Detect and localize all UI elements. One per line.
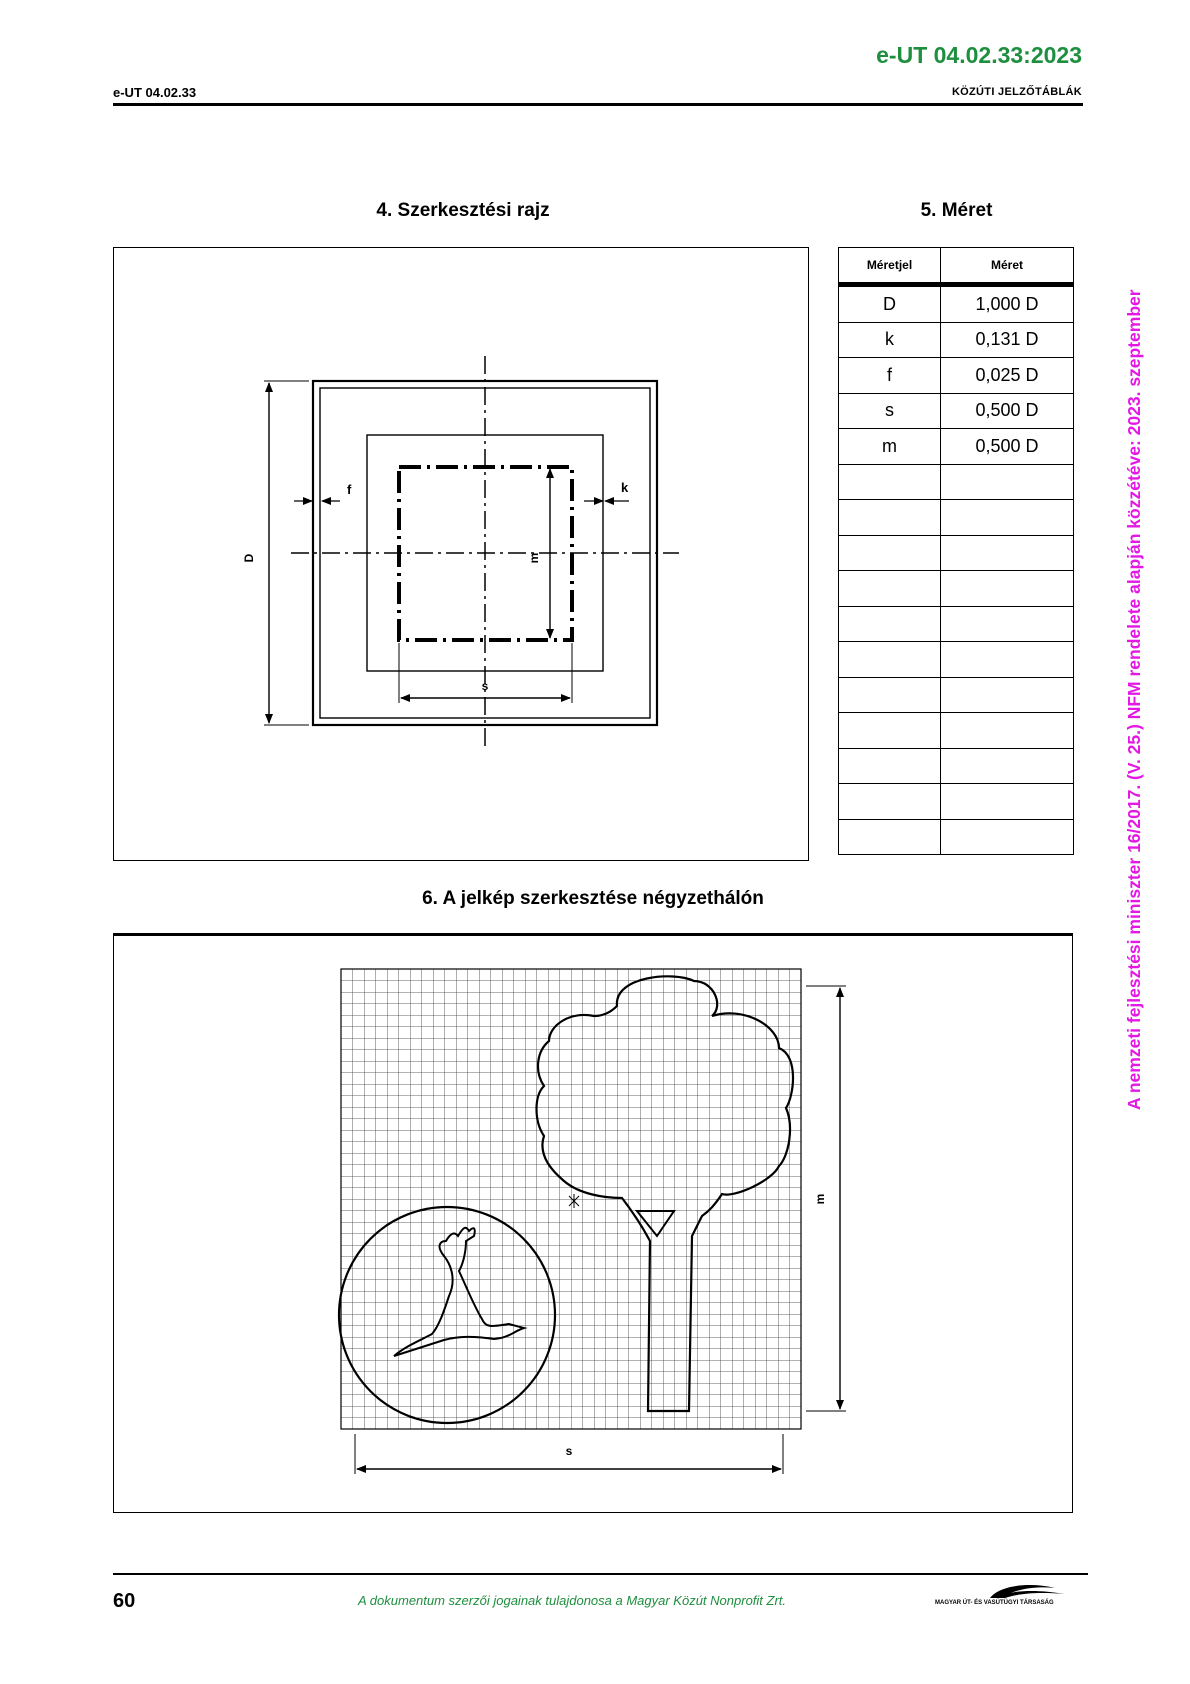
size-value bbox=[941, 606, 1074, 642]
column-header-size: Méret bbox=[941, 248, 1074, 285]
size-value: 0,025 D bbox=[941, 358, 1074, 394]
size-value: 0,500 D bbox=[941, 429, 1074, 465]
section-6-title: 6. A jelkép szerkesztése négyzethálón bbox=[422, 888, 764, 909]
size-table-header bbox=[839, 248, 1074, 285]
table-row bbox=[839, 571, 1074, 607]
size-symbol: k bbox=[839, 322, 941, 358]
copyright-note: A dokumentum szerzői jogainak tulajdonosa a Magyar Közút Nonprofit Zrt. bbox=[358, 1593, 787, 1608]
header-chapter-title: KÖZÚTI JELZŐTÁBLÁK bbox=[951, 86, 1082, 98]
table-row bbox=[839, 677, 1074, 713]
size-value bbox=[941, 677, 1074, 713]
column-header-symbol: Méretjel bbox=[839, 248, 941, 285]
table-row bbox=[839, 713, 1074, 749]
table-row bbox=[839, 606, 1074, 642]
grid-construction bbox=[113, 933, 1073, 1513]
table-row bbox=[839, 464, 1074, 500]
society-logo bbox=[935, 1580, 1085, 1610]
table-row bbox=[839, 285, 1074, 323]
table-row bbox=[839, 784, 1074, 820]
s-label: s bbox=[565, 1444, 573, 1458]
size-value: 0,500 D bbox=[941, 393, 1074, 429]
table-row bbox=[839, 819, 1074, 855]
f-label: f bbox=[347, 482, 352, 497]
size-value: 0,131 D bbox=[941, 322, 1074, 358]
size-value bbox=[941, 464, 1074, 500]
size-value bbox=[941, 642, 1074, 678]
size-symbol bbox=[839, 677, 941, 713]
table-row bbox=[839, 500, 1074, 536]
size-value bbox=[941, 571, 1074, 607]
m-label: m bbox=[813, 1193, 827, 1205]
grid-construction-svg bbox=[114, 936, 1071, 1512]
section-4-title: 4. Szerkesztési rajz bbox=[376, 200, 550, 221]
size-symbol bbox=[839, 571, 941, 607]
size-symbol: s bbox=[839, 393, 941, 429]
table-row bbox=[839, 429, 1074, 465]
size-value bbox=[941, 535, 1074, 571]
size-table bbox=[838, 247, 1074, 855]
d-label: D bbox=[242, 553, 256, 563]
header-standard-code: e-UT 04.02.33 bbox=[113, 85, 197, 100]
logo-swoosh-icon bbox=[935, 1580, 1085, 1600]
size-symbol bbox=[839, 819, 941, 855]
size-symbol bbox=[839, 535, 941, 571]
logo-text: MAGYAR ÚT- ÉS VASÚTÜGYI TÁRSASÁG bbox=[935, 1600, 1054, 1606]
table-row bbox=[839, 358, 1074, 394]
header-rule bbox=[113, 103, 1083, 106]
footer-rule bbox=[113, 1573, 1088, 1575]
size-symbol bbox=[839, 500, 941, 536]
size-symbol bbox=[839, 784, 941, 820]
publication-side-note bbox=[1124, 160, 1154, 1110]
construction-drawing bbox=[113, 247, 809, 861]
s-label: s bbox=[481, 679, 489, 693]
square-grid bbox=[341, 969, 801, 1429]
size-symbol bbox=[839, 713, 941, 749]
document-code: e-UT 04.02.33:2023 bbox=[876, 42, 1082, 68]
table-row bbox=[839, 322, 1074, 358]
size-symbol bbox=[839, 606, 941, 642]
size-symbol: D bbox=[839, 285, 941, 323]
size-value: 1,000 D bbox=[941, 285, 1074, 323]
table-row bbox=[839, 535, 1074, 571]
table-row bbox=[839, 393, 1074, 429]
size-value bbox=[941, 784, 1074, 820]
table-row bbox=[839, 748, 1074, 784]
size-symbol bbox=[839, 464, 941, 500]
side-note-text: A nemzeti fejlesztési miniszter 16/2017. (V. 25.) NFM rendelete alapján közzétéve: 2023. szeptember bbox=[1124, 289, 1144, 1110]
section-5-title: 5. Méret bbox=[920, 200, 993, 221]
size-value bbox=[941, 748, 1074, 784]
size-value bbox=[941, 819, 1074, 855]
size-symbol bbox=[839, 642, 941, 678]
construction-drawing-svg bbox=[114, 248, 807, 859]
size-value bbox=[941, 713, 1074, 749]
size-value bbox=[941, 500, 1074, 536]
size-symbol: f bbox=[839, 358, 941, 394]
k-label: k bbox=[621, 480, 629, 495]
m-label: m bbox=[527, 552, 541, 564]
size-symbol: m bbox=[839, 429, 941, 465]
size-symbol bbox=[839, 748, 941, 784]
page-number: 60 bbox=[113, 1590, 136, 1612]
table-row bbox=[839, 642, 1074, 678]
